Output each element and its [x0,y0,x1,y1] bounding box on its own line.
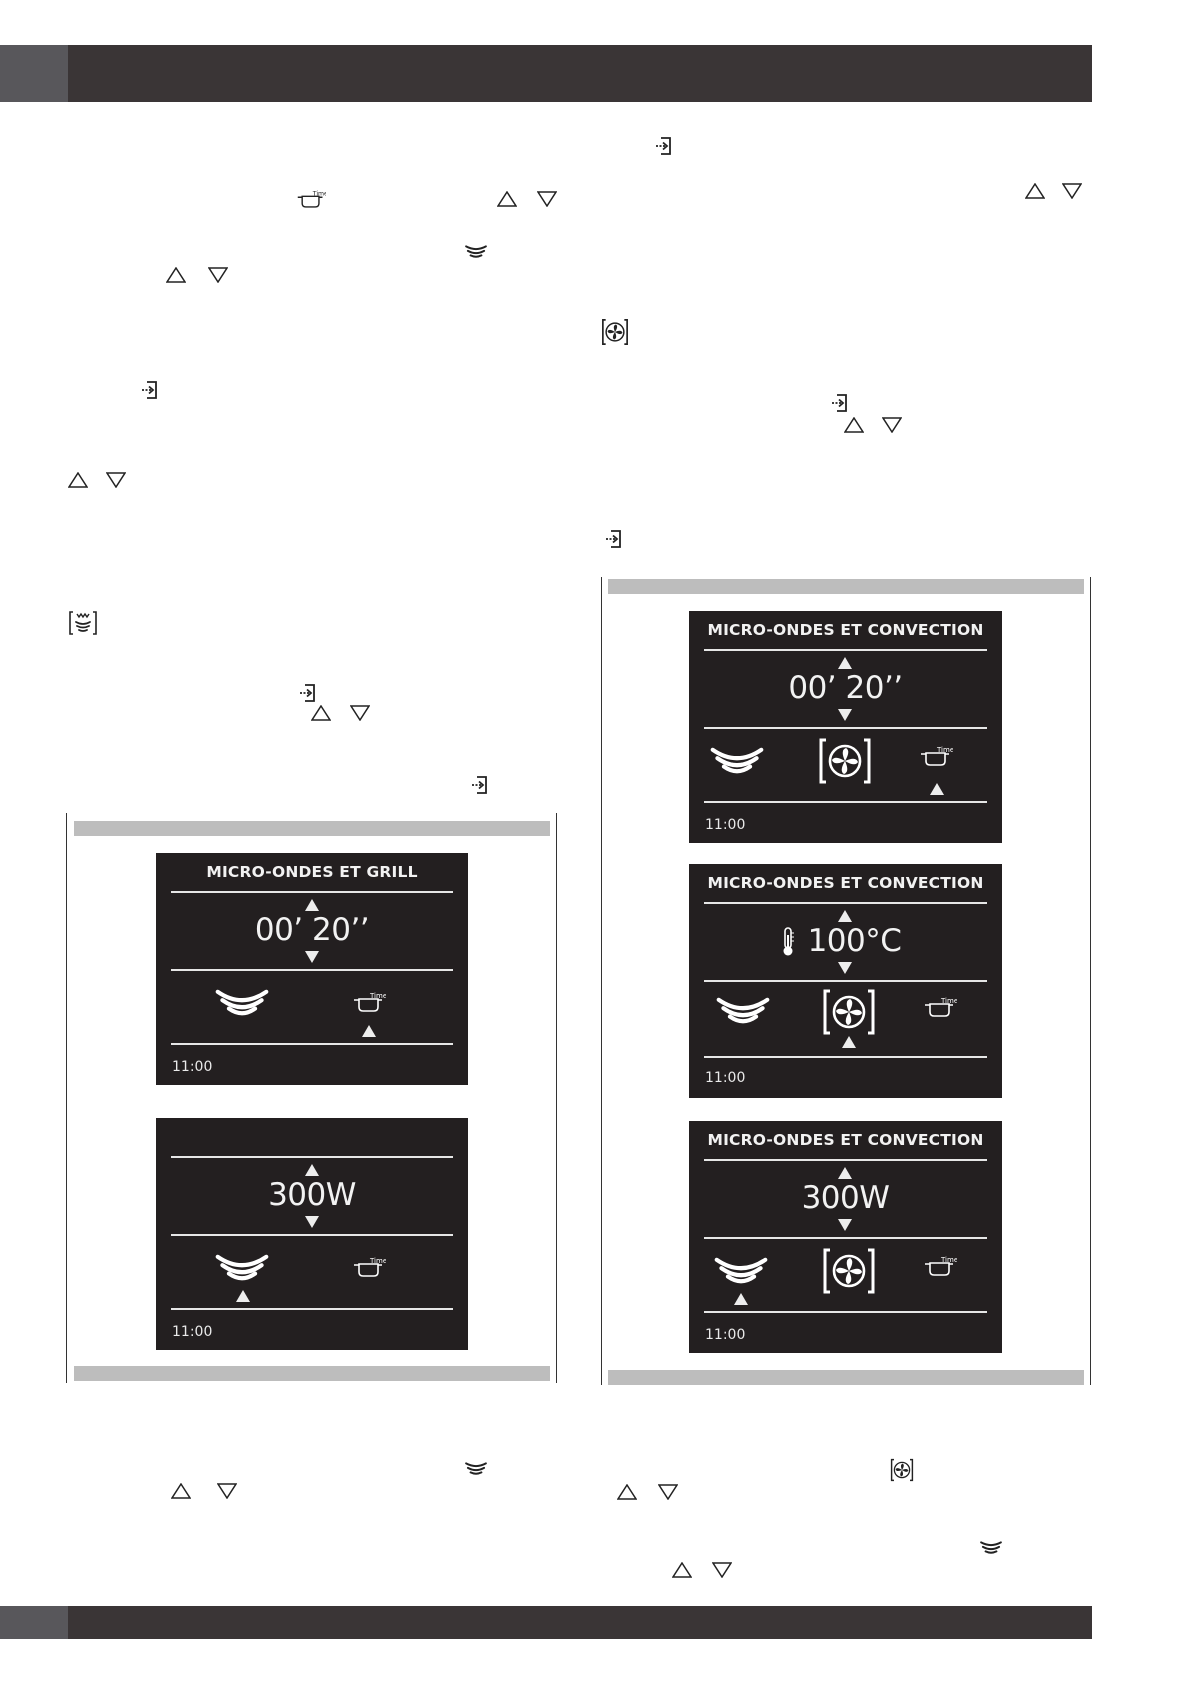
down-arrow-icon [658,1484,678,1500]
screen-value: 300W [268,1177,356,1213]
up-arrow-icon [497,191,517,207]
screen-clock: 11:00 [705,1327,746,1343]
up-arrow-icon [311,705,331,721]
screen-title: MICRO-ONDES ET CONVECTION [707,874,984,892]
screen-divider [704,1237,987,1239]
selected-marker [842,1036,856,1048]
screen-clock: 11:00 [172,1324,213,1340]
value-down-marker [838,962,852,974]
screen-divider [704,1311,987,1313]
enter-icon [605,529,623,549]
figure-band-bottom [74,1366,550,1381]
screen-divider [171,891,453,893]
value-down-marker [838,1219,852,1231]
up-arrow-icon [171,1483,191,1499]
screen-value: 00’ 20’’ [788,670,903,706]
microwave-waves-icon [978,1537,1004,1555]
down-arrow-icon [208,267,228,283]
screen-divider [171,1308,453,1310]
selected-marker [362,1025,376,1037]
enter-icon [299,683,317,703]
enter-icon [471,775,489,795]
screen-clock: 11:00 [705,817,746,833]
selected-marker [236,1290,250,1302]
up-arrow-icon [1025,183,1045,199]
display-screen-grill-power [156,1118,468,1350]
time-pot-icon [923,1255,957,1277]
footer-bar [0,1606,1092,1639]
up-arrow-icon [672,1562,692,1578]
display-screen-convection-power [689,1121,1002,1353]
screen-divider [171,969,453,971]
screen-value: 300W [801,1180,890,1216]
value-down-marker [305,951,319,963]
time-pot-icon [923,996,957,1018]
screen-divider [704,980,987,982]
screen-value: 00’ 20’’ [254,912,370,948]
screen-divider [171,1156,453,1158]
time-pot-icon [352,991,386,1013]
header-bar [0,45,1092,102]
down-arrow-icon [217,1483,237,1499]
up-arrow-icon [844,417,864,433]
value-down-marker [838,709,852,721]
header-tab [0,45,68,102]
value-up-marker [838,910,852,922]
convection-fan-icon [600,318,630,346]
screen-title: MICRO-ONDES ET CONVECTION [707,621,984,639]
convection-fan-icon [819,738,871,784]
screen-divider [171,1234,453,1236]
screen-divider [704,1056,987,1058]
screen-value: 100°C [807,923,902,959]
down-arrow-icon [106,472,126,488]
selected-marker [734,1293,748,1305]
enter-icon [141,380,159,400]
microwave-waves-icon [713,1254,769,1288]
microwave-grill-icon [68,610,98,636]
down-arrow-icon [882,417,902,433]
microwave-waves-icon [463,1458,489,1476]
screen-title: MICRO-ONDES ET CONVECTION [707,1131,984,1149]
up-arrow-icon [166,267,186,283]
screen-divider [171,1043,453,1045]
value-up-marker [305,1164,319,1176]
time-pot-icon [919,745,953,767]
footer-tab [0,1606,68,1639]
enter-icon [655,136,673,156]
screen-divider [704,1159,987,1161]
microwave-waves-icon [463,241,489,259]
microwave-waves-icon [709,744,765,778]
display-screen-convection-temperature [689,864,1002,1098]
down-arrow-icon [537,191,557,207]
up-arrow-icon [68,472,88,488]
value-down-marker [305,1216,319,1228]
microwave-waves-icon [214,986,270,1020]
convection-fan-icon [889,1458,915,1482]
time-pot-icon [296,189,326,209]
value-up-marker [838,1167,852,1179]
convection-fan-icon [823,1248,875,1294]
enter-icon [831,393,849,413]
down-arrow-icon [712,1562,732,1578]
screen-divider [704,902,987,904]
value-up-marker [305,899,319,911]
microwave-waves-icon [715,994,771,1028]
screen-divider [704,727,987,729]
figure-band-top [74,821,550,836]
microwave-waves-icon [214,1251,270,1285]
screen-title: MICRO-ONDES ET GRILL [206,863,418,881]
convection-fan-icon [823,989,875,1035]
screen-divider [704,649,987,651]
screen-divider [704,801,987,803]
down-arrow-icon [350,705,370,721]
selected-marker [930,783,944,795]
screen-clock: 11:00 [172,1059,213,1075]
display-screen-convection-time [689,611,1002,843]
up-arrow-icon [617,1484,637,1500]
time-pot-icon [352,1256,386,1278]
figure-band-bottom [608,1370,1084,1385]
down-arrow-icon [1062,183,1082,199]
display-screen-grill-time [156,853,468,1085]
screen-clock: 11:00 [705,1070,746,1086]
value-up-marker [838,657,852,669]
figure-band-top [608,579,1084,594]
